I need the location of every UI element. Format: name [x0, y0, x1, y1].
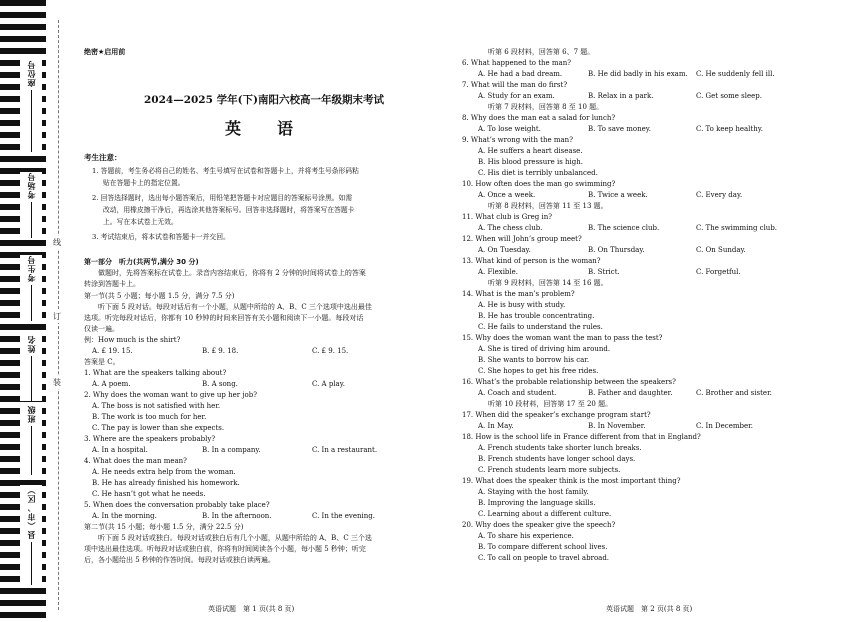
material-heading: 听第 9 段材料，回答第 14 至 16 题。 — [488, 279, 608, 287]
question: 2. Why does the woman want to give up her job? — [84, 391, 257, 399]
option: A. To share his experience. — [478, 532, 574, 540]
cut-mark-ding: 订 — [53, 312, 61, 321]
option: C. Brother and sister. — [696, 389, 772, 397]
option: C. In the evening. — [312, 512, 375, 520]
question: 19. What does the speaker think is the most important thing? — [462, 477, 681, 485]
subject-title: 英 语 — [224, 119, 303, 138]
option: A. Flexible. — [478, 268, 519, 276]
exam-title: 2024—2025 学年(下)南阳六校高一年级期末考试 — [143, 94, 385, 106]
page-footer-right: 英语试题 第 2 页(共 8 页) — [606, 605, 693, 613]
notes-heading: 考生注意： — [84, 153, 122, 162]
student-number-field: 考生号 — [20, 255, 42, 321]
option: C. Every day. — [696, 191, 743, 199]
question: 11. What club is Greg in? — [462, 213, 552, 221]
seat-field: 座位号 — [20, 60, 42, 152]
option: A. Once a week. — [478, 191, 536, 199]
option: B. He has already finished his homework. — [92, 479, 240, 487]
option: B. To save money. — [588, 125, 651, 133]
option: C. French students learn more subjects. — [478, 466, 621, 474]
example-answer: 答案是 C。 — [84, 358, 120, 366]
note-line: 贴在答题卡上的指定位置。 — [103, 179, 185, 187]
question: 7. What will the man do first? — [462, 81, 568, 89]
part1-intro: 做题时，先将答案标在试卷上。录音内容结束后，你将有 2 分钟的时间将试卷上的答案 — [98, 269, 366, 277]
option: C. In a restaurant. — [312, 446, 378, 454]
section2-directions: 听下面 5 段对话或独白。每段对话或独白后有几个小题，从题中所给的 A、B、C 三个选 — [98, 534, 372, 542]
section1-directions: 仅读一遍。 — [84, 325, 119, 333]
option: B. On Thursday. — [588, 246, 645, 254]
option: B. He has trouble concentrating. — [478, 312, 595, 320]
option: A. In the morning. — [92, 512, 157, 520]
option: B. In the afternoon. — [202, 512, 272, 520]
option: A. A poem. — [92, 380, 131, 388]
material-heading: 听第 7 段材料，回答第 8 至 10 题。 — [488, 103, 604, 111]
secret-mark: 绝密★启用前 — [84, 48, 126, 56]
option: C. To keep healthy. — [696, 125, 763, 133]
option: B. The work is too much for her. — [92, 413, 207, 421]
option: B. In a company. — [202, 446, 261, 454]
note-line: 2. 回答选择题时，选出每小题答案后，用铅笔把答题卡对应题目的答案标号涂黑。如需 — [92, 194, 353, 202]
question: 16. What’s the probable relationship between the speakers? — [462, 378, 676, 386]
option: A. The chess club. — [478, 224, 543, 232]
section1-directions: 选项。听完每段对话后，你都有 10 秒钟的时间来回答有关小题和阅读下一小题。每段对话 — [84, 314, 364, 322]
note-line: 改动，用橡皮擦干净后，再选涂其他答案标号。回答非选择题时，将答案写在答题卡 — [103, 206, 355, 214]
option: B. To compare different school lives. — [478, 543, 608, 551]
option: A. He is busy with study. — [478, 301, 566, 309]
option: A. £ 19. 15. — [92, 347, 133, 355]
question: 14. What is the man’s problem? — [462, 290, 575, 298]
section1-directions: 听下面 5 段对话。每段对话后有一个小题，从题中所给的 A、B、C 三个选项中选出最佳 — [98, 303, 372, 311]
option: C. £ 9. 15. — [312, 347, 349, 355]
cut-mark-zhuang: 装 — [53, 378, 61, 387]
option: C. A play. — [312, 380, 345, 388]
option: B. His blood pressure is high. — [478, 158, 584, 166]
exam-room-field: 考场号 — [20, 172, 42, 238]
option: A. In a hospital. — [92, 446, 148, 454]
option: C. He hasn’t got what he needs. — [92, 490, 206, 498]
question: 20. Why does the speaker give the speech? — [462, 521, 616, 529]
option: C. On Sunday. — [696, 246, 746, 254]
material-heading: 听第 6 段材料，回答第 6、7 题。 — [488, 48, 595, 56]
option: C. Get some sleep. — [696, 92, 762, 100]
question: 12. When will John’s group meet? — [462, 235, 582, 243]
class-field: 班级 — [20, 405, 42, 475]
option: A. To lose weight. — [478, 125, 541, 133]
cut-mark-line: 线 — [53, 238, 61, 247]
question: 5. When does the conversation probably take place? — [84, 501, 270, 509]
option: A. He suffers a heart disease. — [478, 147, 583, 155]
option: C. In December. — [696, 422, 753, 430]
option: C. To call on people to travel abroad. — [478, 554, 610, 562]
note-line: 上。写在本试卷上无效。 — [103, 218, 178, 226]
question: 18. How is the school life in France different from that in England? — [462, 433, 701, 441]
option: C. The pay is lower than she expects. — [92, 424, 225, 432]
question: 10. How often does the man go swimming? — [462, 180, 616, 188]
option: A. In May. — [478, 422, 514, 430]
part1-intro: 转涂到答题卡上。 — [84, 280, 140, 288]
question: 17. When did the speaker’s exchange program start? — [462, 411, 651, 419]
option: C. Learning about a different culture. — [478, 510, 612, 518]
county-field: 县（市、区） — [20, 485, 42, 585]
option: A. He had a bad dream. — [478, 70, 563, 78]
option: C. The swimming club. — [696, 224, 778, 232]
option: C. Forgetful. — [696, 268, 741, 276]
page-footer-left: 英语试题 第 1 页(共 8 页) — [208, 605, 295, 613]
option: B. Strict. — [588, 268, 620, 276]
example-question: 例：How much is the shirt? — [84, 336, 181, 344]
option: A. Study for an exam. — [478, 92, 555, 100]
option: C. He fails to understand the rules. — [478, 323, 603, 331]
question: 13. What kind of person is the woman? — [462, 257, 601, 265]
question: 9. What’s wrong with the man? — [462, 136, 573, 144]
option: B. He did badly in his exam. — [588, 70, 688, 78]
section2-directions: 后，各小题给出 5 秒钟的作答时间。每段对话或独白读两遍。 — [84, 556, 275, 564]
question: 8. Why does the man eat a salad for lunch? — [462, 114, 616, 122]
section1-heading: 第一节(共 5 小题；每小题 1.5 分，满分 7.5 分) — [84, 292, 235, 300]
option: B. Father and daughter. — [588, 389, 673, 397]
option: B. Improving the language skills. — [478, 499, 596, 507]
option: B. She wants to borrow his car. — [478, 356, 590, 364]
option: A. On Tuesday. — [478, 246, 531, 254]
option: C. He suddenly fell ill. — [696, 70, 775, 78]
name-field: 姓名 — [20, 335, 42, 401]
note-line: 3. 考试结束后，将本试卷和答题卡一并交回。 — [92, 233, 230, 241]
option: A. Coach and student. — [478, 389, 557, 397]
section2-directions: 项中选出最佳选项。听每段对话或独白前，你将有时间阅读各个小题，每小题 5 秒钟；听完 — [84, 545, 366, 553]
question: 6. What happened to the man? — [462, 59, 571, 67]
option: C. She hopes to get his free rides. — [478, 367, 599, 375]
option: A. The boss is not satisfied with her. — [92, 402, 221, 410]
question: 15. Why does the woman want the man to pass the test? — [462, 334, 663, 342]
material-heading: 听第 8 段材料，回答第 11 至 13 题。 — [488, 202, 608, 210]
question: 4. What does the man mean? — [84, 457, 187, 465]
option: B. In November. — [588, 422, 646, 430]
option: A. She is tired of driving him around. — [478, 345, 611, 353]
binding-strip — [0, 0, 72, 622]
question: 1. What are the speakers talking about? — [84, 369, 227, 377]
option: B. A song. — [202, 380, 238, 388]
part1-heading: 第一部分 听力(共两节,满分 30 分) — [84, 258, 199, 266]
option: B. Twice a week. — [588, 191, 648, 199]
option: B. French students have longer school days. — [478, 455, 636, 463]
option: B. The science club. — [588, 224, 660, 232]
note-line: 1. 答题前，考生务必将自己的姓名、考生号填写在试卷和答题卡上，并将考生号条形码粘 — [92, 167, 359, 175]
option: A. Staying with the host family. — [478, 488, 589, 496]
option: B. Relax in a park. — [588, 92, 654, 100]
option: C. His diet is terribly unbalanced. — [478, 169, 598, 177]
material-heading: 听第 10 段材料，回答第 17 至 20 题。 — [488, 400, 613, 408]
option: A. French students take shorter lunch breaks. — [478, 444, 642, 452]
question: 3. Where are the speakers probably? — [84, 435, 216, 443]
section2-heading: 第二节(共 15 小题；每小题 1.5 分，满分 22.5 分) — [84, 523, 244, 531]
option: B. £ 9. 18. — [202, 347, 239, 355]
option: A. He needs extra help from the woman. — [92, 468, 236, 476]
